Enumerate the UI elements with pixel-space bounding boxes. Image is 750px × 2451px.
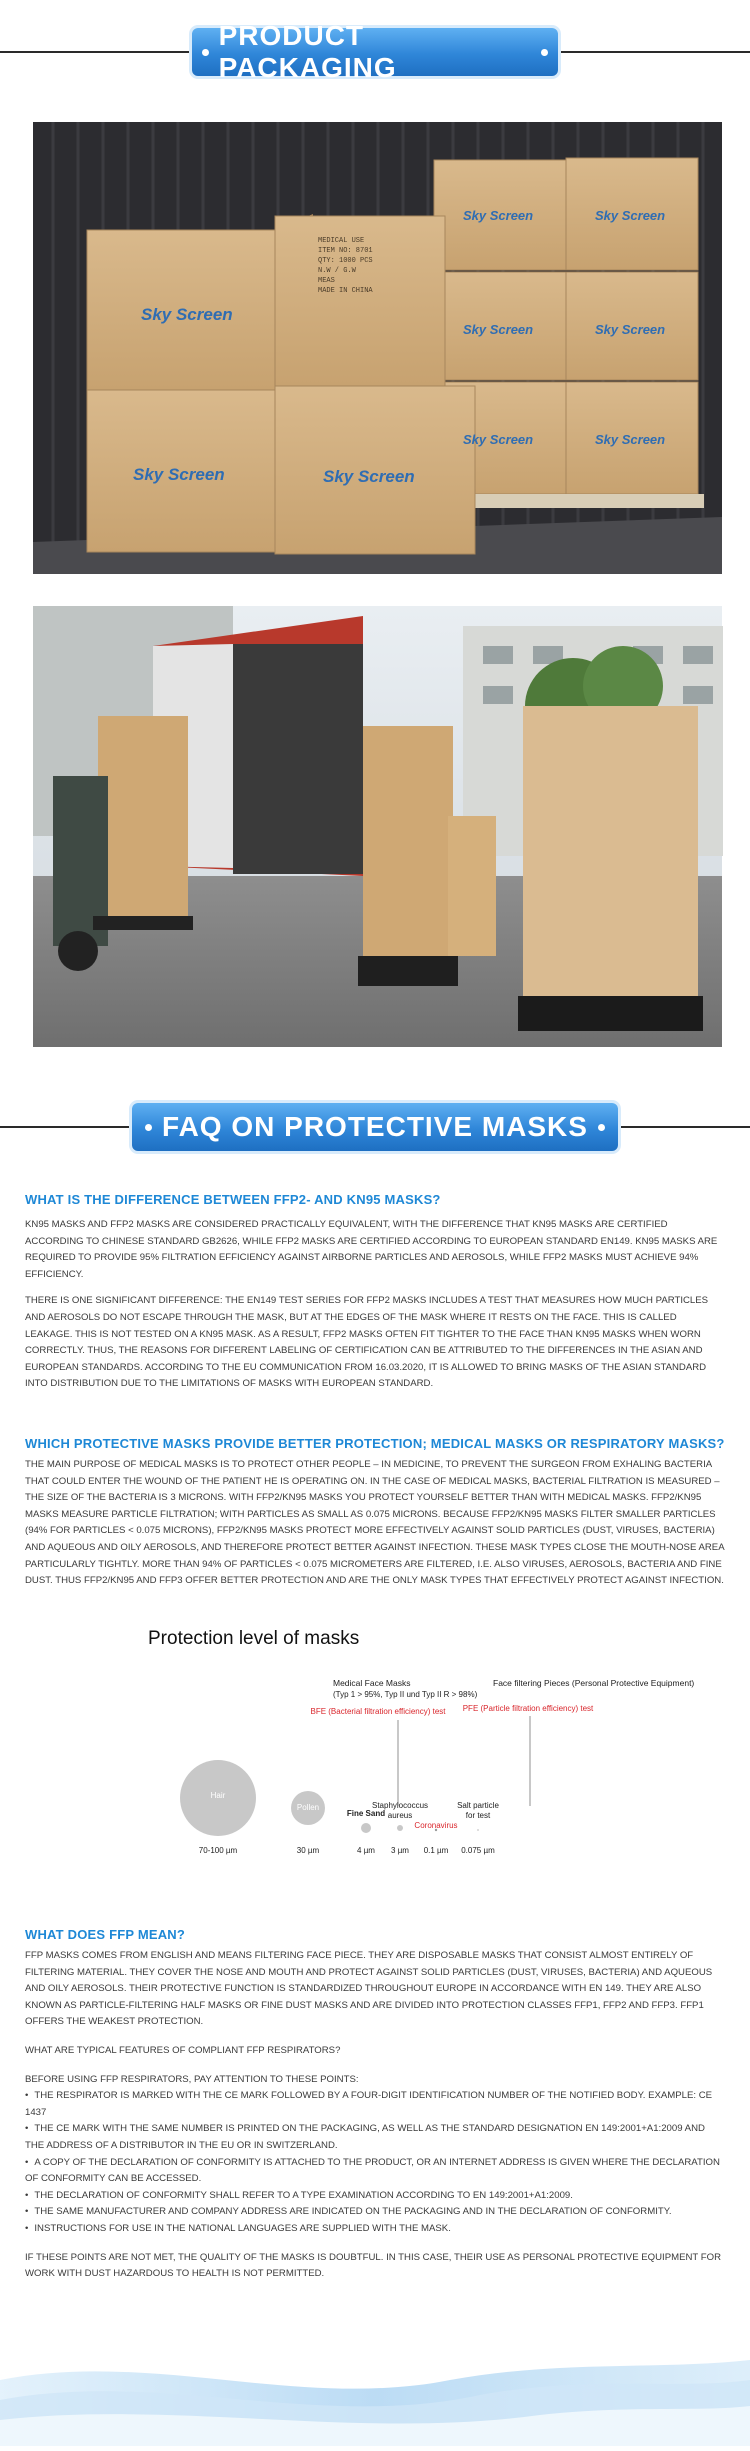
packaging-banner <box>0 20 750 84</box>
svg-text:Sky Screen: Sky Screen <box>595 432 666 447</box>
svg-text:Sky Screen: Sky Screen <box>595 208 666 223</box>
ffp-checklist-item: • INSTRUCTIONS FOR USE IN THE NATIONAL LANGUAGES ARE SUPPLIED WITH THE MASK. <box>25 2221 725 2238</box>
particle-size-label: 0.075 µm <box>461 1846 495 1855</box>
particle-label: Fine Sand <box>346 1809 386 1818</box>
svg-text:Sky Screen: Sky Screen <box>463 208 534 223</box>
ffp-test-label: PFE (Particle filtration efficiency) test <box>462 1704 594 1713</box>
faq-answer-3-para-4: IF THESE POINTS ARE NOT MET, THE QUALITY OF THE MASKS IS DOUBTFUL. IN THIS CASE, THEIR USE AS PERSONAL PROTECTIVE EQUIPMENT FOR WORK WITH DUST HAZARDOUS TO HEALTH IS NOT PERMITTED. <box>25 2251 722 2280</box>
medical-sub-header: (Typ 1 > 95%, Typ II und Typ II R > 98%) <box>333 1690 478 1699</box>
particle-label: Pollen <box>296 1803 320 1812</box>
faq-question-3: WHAT DOES FFP MEAN? <box>25 1927 186 1942</box>
faq-answer-1-para-1: KN95 MASKS AND FFP2 MASKS ARE CONSIDERED PRACTICALLY EQUIVALENT, WITH THE DIFFERENCE THAT KN95 MASKS ARE CERTIFIED ACCORDING TO CHINESE STANDARD GB2626, WHILE FFP2 MASKS ARE CERTIFIED ACCORDING TO EUROPEAN STANDARD EN149. KN95 MASKS ARE REQUIRED TO PROVIDE 95% FILTRATION EFFICIENCY AGAINST AIRBORNE PARTICLES AND AEROSOLS, WHILE FFP2 MASKS MUST ACHIEVE 94% EFFICIENCY. <box>25 1219 718 1280</box>
particle-label: Staphylococcus <box>371 1801 429 1810</box>
faq-banner-pill <box>132 1103 618 1151</box>
particle-circle <box>397 1825 403 1831</box>
particle-label: Hair <box>210 1791 226 1800</box>
banner-dot <box>145 1124 152 1131</box>
particle-circle <box>361 1823 371 1833</box>
faq-answer-2-para-1: THE MAIN PURPOSE OF MEDICAL MASKS IS TO PROTECT OTHER PEOPLE – IN MEDICINE, TO PREVENT THE SURGEON FROM EXHALING BACTERIA THAT COULD ENTER THE WOUND OF THE PATIENT HE IS OPERATING ON. IN THE CASE OF MEDICAL MASKS, BACTERIAL FILTRATION IS MEASURED – THE SIZE OF THE BACTERIA IS 3 MICRONS. WITH FFP2/KN95 MASKS YOU PROTECT YOURSELF BETTER THAN WITH MEDICAL MASKS. FFP2/KN95 MASKS MEASURE PARTICLE FILTRATION; WITH PARTICLES AS SMALL AS 0.075 MICRONS. BECAUSE FFP2/KN95 MASKS FILTER SMALLER PARTICLES (94% FOR PARTICLES < 0.075 MICRONS), FFP2/KN95 MASKS PROTECT MORE EFFECTIVELY AGAINST SOLID PARTICLES (DUST, VIRUSES, BACTERIA) AND AQUEOUS AND OILY AEROSOLS, AND THEREFORE PROTECT BETTER AGAINST INFECTION. THESE MASK TYPES CLOSE THE MOUTH-NOSE AREA PARTICULARLY TIGHTLY. MORE THAN 94% OF PARTICLES < 0.075 MICROMETERS ARE FILTERED, I.E. ALSO VIRUSES, AEROSOLS, BACTERIA AND FINE DUST. THUS FFP2/KN95 AND FFP3 OFFER BETTER PROTECTION AND ARE THE ONLY MASK TYPES THAT EFFECTIVELY PROTECT AGAINST INFECTION. <box>25 1459 725 1587</box>
banner-rule-left <box>0 1126 140 1128</box>
svg-text:Sky Screen: Sky Screen <box>141 305 233 324</box>
ffp-checklist-item: • THE RESPIRATOR IS MARKED WITH THE CE MARK FOLLOWED BY A FOUR-DIGIT IDENTIFICATION NUMBER OF THE NOTIFIED BODY. EXAMPLE: CE 1437 <box>25 2088 725 2121</box>
svg-text:Sky Screen: Sky Screen <box>463 432 534 447</box>
diagram-title: Protection level of masks <box>148 1628 360 1649</box>
svg-text:Sky Screen: Sky Screen <box>463 322 534 337</box>
faq-answer-3-para-2: WHAT ARE TYPICAL FEATURES OF COMPLIANT FFP RESPIRATORS? <box>25 2044 341 2056</box>
faq-section-2 <box>25 1436 725 1590</box>
faq-answer-1-para-2: THERE IS ONE SIGNIFICANT DIFFERENCE: THE EN149 TEST SERIES FOR FFP2 MASKS INCLUDES A TEST THAT MEASURES HOW MUCH PARTICLES AND AEROSOLS DO NOT ESCAPE THROUGH THE MASK, BUT AT THE EDGES OF THE MASK WHERE IT RESTS ON THE FACE. THIS IS CALLED LEAKAGE. THIS IS NOT TESTED ON A KN95 MASK. AS A RESULT, FFP2 MASKS OFTEN FIT TIGHTER TO THE FACE THAN KN95 MASKS WHEN WORN CORRECTLY. THUS, THE REASONS FOR DIFFERENT LABELING OF CERTIFICATION CAN BE ATTRIBUTED TO THE DIFFERENCES IN THE ASIAN AND EUROPEAN STANDARDS. ACCORDING TO THE EU COMMUNICATION FROM 16.03.2020, IT IS ALLOWED TO BRING MASKS OF THE ASIAN STANDARD INTO DISTRIBUTION DUE TO THE LIMITATIONS OF MASKS WITH EUROPEAN STANDARD. <box>25 1295 709 1390</box>
faq-answer-3-para-1: FFP MASKS COMES FROM ENGLISH AND MEANS FILTERING FACE PIECE. THEY ARE DISPOSABLE MASKS THAT CONSIST ALMOST ENTIRELY OF FILTERING MATERIAL. THEY COVER THE NOSE AND MOUTH AND PROTECT AGAINST SOLID PARTICLES (DUST, VIRUSES, BACTERIA) AND AQUEOUS AND OILY AEROSOLS. THEIR PROTECTIVE FUNCTION IS STANDARDIZED THROUGHOUT EUROPE IN ACCORDANCE WITH EN 149. THEY ARE ALSO KNOWN AS PARTICLE-FILTERING HALF MASKS OR FINE DUST MASKS AND ARE DIVIDED INTO PROTECTION CLASSES FFP1, FFP2 AND FFP3. FFP1 OFFERS THE WEAKEST PROTECTION. <box>25 1950 713 2028</box>
footer-wave-decoration <box>0 2340 750 2446</box>
svg-text:Sky Screen: Sky Screen <box>595 322 666 337</box>
faq-section-3 <box>25 1927 725 2283</box>
banner-dot <box>202 49 209 56</box>
ffp-checklist-item: • THE SAME MANUFACTURER AND COMPANY ADDRESS ARE INDICATED ON THE PACKAGING AND IN THE DECLARATION OF CONFORMITY. <box>25 2204 725 2221</box>
faq-question-1: WHAT IS THE DIFFERENCE BETWEEN FFP2- AND KN95 MASKS? <box>25 1192 441 1207</box>
diagram-svg <box>138 1628 695 1888</box>
svg-text:MEAS: MEAS <box>318 277 335 285</box>
particle-size-label: 0.1 µm <box>423 1846 449 1855</box>
banner-rule-left <box>0 51 200 53</box>
faq-banner <box>0 1095 750 1159</box>
faq-question-2: WHICH PROTECTIVE MASKS PROVIDE BETTER PROTECTION; MEDICAL MASKS OR RESPIRATORY MASKS? <box>25 1436 725 1451</box>
particle-size-label: 3 µm <box>391 1846 409 1855</box>
particle-label: for test <box>465 1811 491 1820</box>
svg-text:N.W / G.W: N.W / G.W <box>318 267 356 275</box>
medical-header: Medical Face Masks <box>333 1678 411 1688</box>
banner-rule-right <box>550 51 750 53</box>
particle-size-label: 70-100 µm <box>198 1846 238 1855</box>
svg-text:MEDICAL USE: MEDICAL USE <box>318 237 365 245</box>
banner-dot <box>541 49 548 56</box>
truck-loading-photo <box>33 606 722 1047</box>
svg-text:MADE IN CHINA: MADE IN CHINA <box>318 287 373 295</box>
protection-level-diagram <box>138 1628 695 1888</box>
container-cartons-photo <box>33 122 722 574</box>
ffp-header: Face filtering Pieces (Personal Protective Equipment) <box>493 1678 695 1688</box>
particle-label: Coronavirus <box>414 1821 458 1830</box>
packaging-banner-title: PRODUCT PACKAGING <box>218 20 397 83</box>
particle-label: aureus <box>387 1811 413 1820</box>
particle-circle <box>477 1829 479 1831</box>
ffp-checklist-item: • A COPY OF THE DECLARATION OF CONFORMITY IS ATTACHED TO THE PRODUCT, OR AN INTERNET ADDRESS IS GIVEN WHERE THE DECLARATION OF CONFORMITY CAN BE ACCESSED. <box>25 2155 725 2188</box>
carton-stack-left <box>87 214 475 554</box>
bfe-test-label: BFE (Bacterial filtration efficiency) test <box>310 1707 446 1716</box>
svg-text:Sky Screen: Sky Screen <box>323 467 415 486</box>
faq-banner-title: FAQ ON PROTECTIVE MASKS <box>162 1111 588 1142</box>
svg-text:QTY: 1000 PCS: QTY: 1000 PCS <box>318 257 373 265</box>
pallet-right <box>518 706 703 1031</box>
packaging-banner-pill <box>192 20 558 83</box>
ffp-checklist-item: • THE DECLARATION OF CONFORMITY SHALL REFER TO A TYPE EXAMINATION ACCORDING TO EN 149:2001+A1:2009. <box>25 2188 725 2205</box>
particle-size-label: 4 µm <box>357 1846 375 1855</box>
banner-dot <box>598 1124 605 1131</box>
particle-size-label: 30 µm <box>296 1846 320 1855</box>
ffp-checklist-item: • THE CE MARK WITH THE SAME NUMBER IS PRINTED ON THE PACKAGING, AS WELL AS THE STANDARD DESIGNATION EN 149:2001+A1:2009 AND THE ADDRESS OF A DISTRIBUTOR IN THE EU OR IN SWITZERLAND. <box>25 2121 725 2154</box>
svg-text:Sky Screen: Sky Screen <box>133 465 225 484</box>
ffp-checklist <box>25 2088 725 2237</box>
faq-answer-3-para-3: BEFORE USING FFP RESPIRATORS, PAY ATTENTION TO THESE POINTS: <box>25 2073 359 2085</box>
faq-section-1 <box>25 1192 725 1393</box>
svg-text:ITEM NO: 8701: ITEM NO: 8701 <box>318 247 373 255</box>
banner-rule-right <box>610 1126 750 1128</box>
particle-label: Salt particle <box>457 1801 499 1810</box>
